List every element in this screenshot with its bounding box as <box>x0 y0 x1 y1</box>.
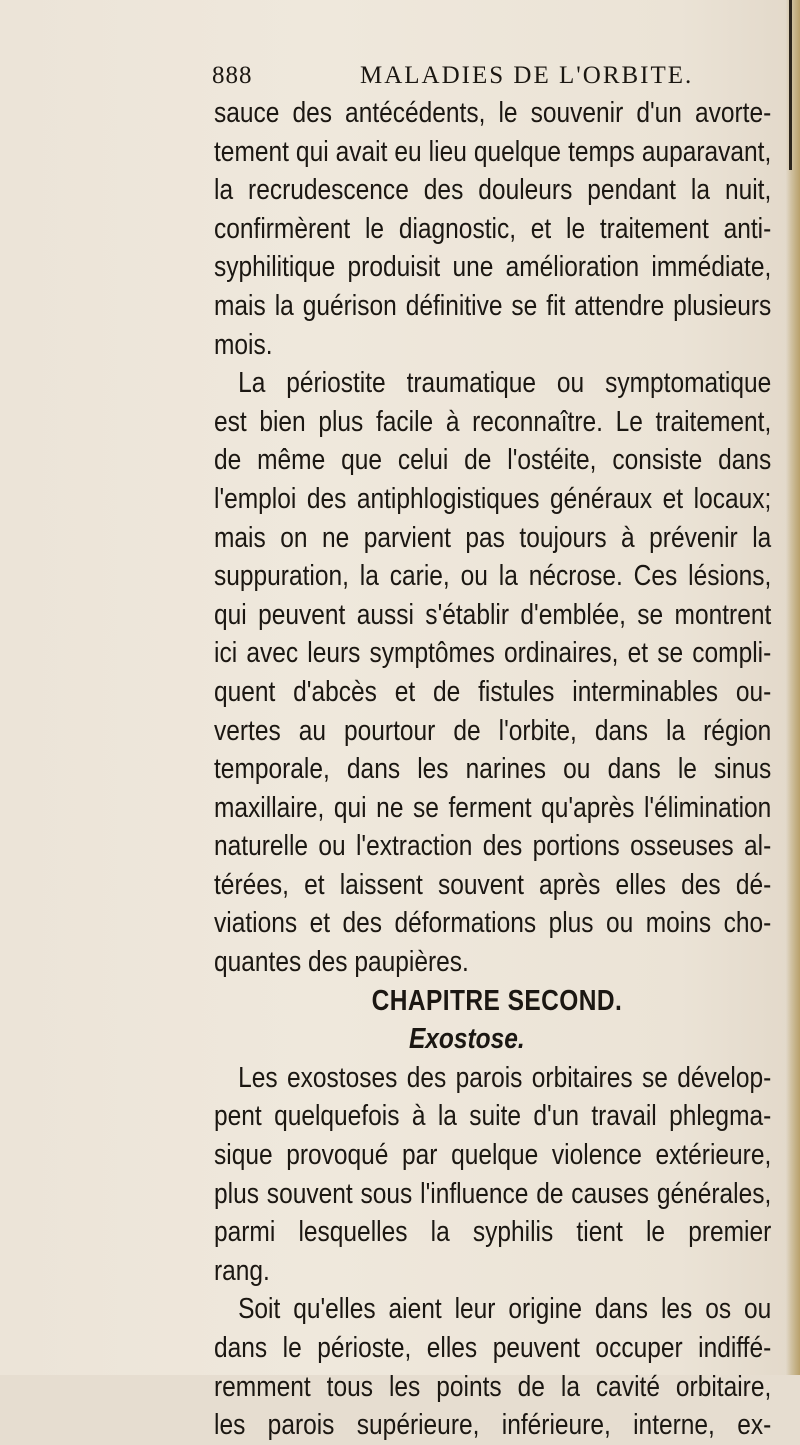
text-line: sique provoqué par quelque violence extérieure, <box>214 1139 772 1172</box>
text-line: pent quelquefois à la suite d'un travail phlegma- <box>214 1100 772 1133</box>
text-line: viations et des déformations plus ou moins cho- <box>214 907 772 940</box>
text-line: la recrudescence des douleurs pendant la nuit, <box>214 174 772 207</box>
paragraph-start: La périostite traumatique ou symptomatique <box>238 367 772 400</box>
paragraph-start: Soit qu'elles aient leur origine dans les os ou <box>238 1293 772 1326</box>
text-line: térées, et laissent souvent après elles des dé- <box>214 868 772 901</box>
running-title: MALADIES DE L'ORBITE. <box>360 62 694 89</box>
text-line: quantes des paupières. <box>214 946 469 979</box>
text-line: remment tous les points de la cavité orbitaire, <box>214 1370 772 1403</box>
text-line: quent d'abcès et de fistules interminables ou- <box>214 675 772 708</box>
text-line: plus souvent sous l'influence de causes générales, <box>214 1177 772 1210</box>
text-line: parmi lesquelles la syphilis tient le premier <box>214 1216 772 1249</box>
text-line: est bien plus facile à reconnaître. Le traitement, <box>214 405 772 438</box>
text-line: rang. <box>214 1254 270 1287</box>
section-title: Exostose. <box>408 1023 525 1056</box>
text-line: temporale, dans les narines ou dans le sinus <box>214 753 772 786</box>
text-line: confirmèrent le diagnostic, et le traitement anti- <box>214 212 772 245</box>
text-line: suppuration, la carie, ou la nécrose. Ces lésions, <box>214 560 772 593</box>
text-line: mais la guérison définitive se fit attendre plusieurs <box>214 289 772 322</box>
text-line: vertes au pourtour de l'orbite, dans la région <box>214 714 772 747</box>
page-header <box>212 62 772 92</box>
text-line: dans le périoste, elles peuvent occuper indiffé- <box>214 1332 772 1364</box>
text-line: maxillaire, qui ne se ferment qu'après l'élimination <box>214 791 772 824</box>
binding-shadow <box>789 0 792 170</box>
chapter-heading: CHAPITRE SECOND. <box>371 984 623 1017</box>
page-number: 888 <box>212 62 253 89</box>
paragraph-start: Les exostoses des parois orbitaires se dévelop- <box>238 1061 772 1094</box>
text-line: syphilitique produisit une amélioration immédiate, <box>214 251 772 284</box>
body-text <box>214 94 772 1445</box>
text-line: mais on ne parvient pas toujours à prévenir la <box>214 521 772 554</box>
text-line: naturelle ou l'extraction des portions osseuses al- <box>214 830 772 863</box>
text-line: mois. <box>214 328 273 361</box>
text-line: ici avec leurs symptômes ordinaires, et se compli- <box>214 637 772 670</box>
page-edge <box>786 0 800 1375</box>
text-line: qui peuvent aussi s'établir d'emblée, se montrent <box>214 598 772 631</box>
text-line: sauce des antécédents, le souvenir d'un avorte- <box>214 97 772 129</box>
text-line: l'emploi des antiphlogistiques généraux et locaux; <box>214 482 772 515</box>
text-line: les parois supérieure, inférieure, interne, ex- <box>214 1409 772 1442</box>
text-line: tement qui avait eu lieu quelque temps auparavant, <box>214 135 772 168</box>
text-line: de même que celui de l'ostéite, consiste dans <box>214 444 772 477</box>
